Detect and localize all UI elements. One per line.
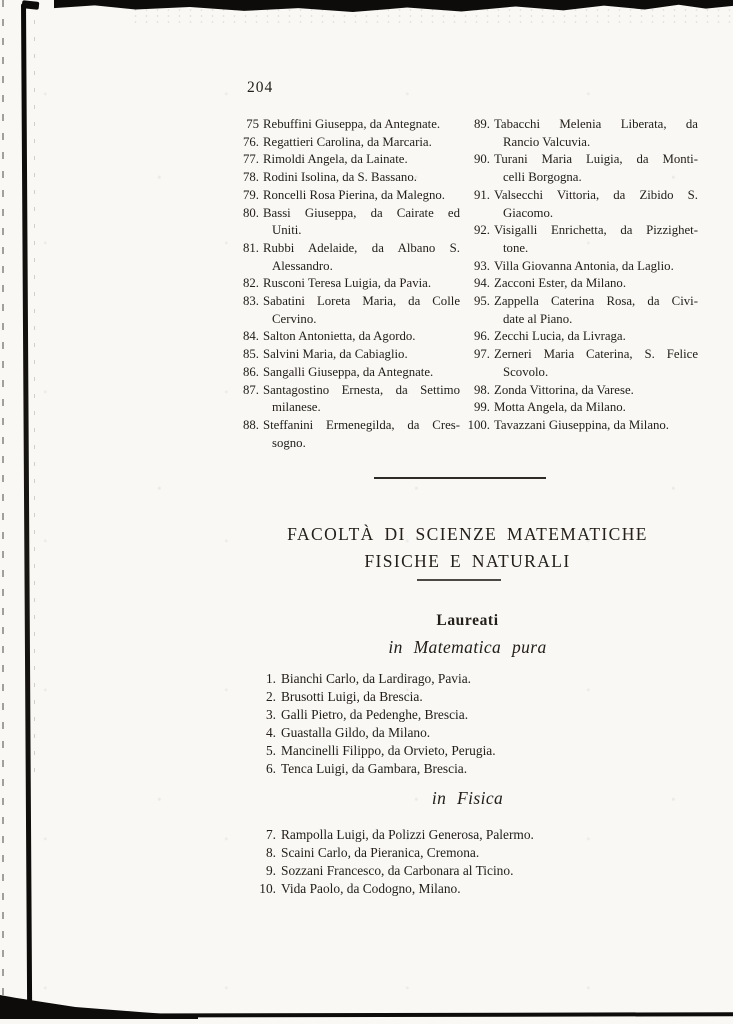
list-entry <box>238 417 460 452</box>
entry-text-line: Rebuffini Giuseppa, da Antegnate. <box>263 117 441 131</box>
entry-text <box>281 880 678 898</box>
faculty-title <box>238 521 697 575</box>
entry-text-line: Steffanini Ermenegilda, da Cres- <box>263 417 460 432</box>
entry-number: 91. <box>474 187 490 202</box>
entry-text-line: Salvini Maria, da Cabiaglio. <box>263 347 408 362</box>
entry-number: 77. <box>243 152 259 167</box>
list-entry <box>238 116 460 134</box>
entry-text-line: Zecchi Lucia, da Livraga. <box>494 329 626 344</box>
entry-text <box>494 417 698 435</box>
entry-text-line: sogno. <box>272 435 306 450</box>
list-entry <box>238 880 678 898</box>
entry-text <box>263 187 460 205</box>
entry-number: 8. <box>265 845 276 860</box>
entry-text <box>263 346 460 364</box>
entry-text <box>263 134 460 152</box>
entry-text-line: Regattieri Carolina, da Marcaria. <box>263 134 432 149</box>
entry-number: 76. <box>243 134 259 149</box>
entry-text-line: Brusotti Luigi, da Brescia. <box>281 689 423 704</box>
entry-number: 81. <box>243 240 259 255</box>
list-entry <box>464 151 698 186</box>
entry-text-line: Turani Maria Luigia, da Monti- <box>494 152 698 167</box>
entry-number: 92. <box>474 223 490 238</box>
list-entry <box>238 275 460 293</box>
entry-text-line: Tavazzani Giuseppina, da Milano. <box>494 417 670 432</box>
entry-text <box>494 346 698 381</box>
entry-text <box>263 116 460 134</box>
entry-number: 90. <box>474 152 490 167</box>
entry-number: 84. <box>243 329 259 344</box>
entry-number: 87. <box>243 382 259 397</box>
entry-text-line: Tenca Luigi, da Gambara, Brescia. <box>281 761 468 776</box>
entry-text-line: Motta Angela, da Milano. <box>494 400 626 415</box>
list-entry <box>238 844 678 862</box>
list-entry <box>464 222 698 257</box>
list-entry <box>238 240 460 275</box>
entry-number: 1. <box>265 671 276 686</box>
entry-text <box>281 844 678 862</box>
entry-text-line: Rodini Isolina, da S. Bassano. <box>263 170 417 185</box>
group-heading-fisica: in Fisica <box>431 788 504 808</box>
list-entry <box>464 275 698 293</box>
entry-text-line: celli Borgogna. <box>503 170 582 185</box>
list-entry <box>238 205 460 240</box>
scan-artifact-left-dashes <box>2 0 4 1024</box>
entry-number: 88. <box>243 417 259 432</box>
list-entry <box>464 258 698 276</box>
entry-text-line: Scovolo. <box>503 364 549 379</box>
entry-number: 10. <box>259 881 276 896</box>
list-entry <box>238 382 460 417</box>
entry-text <box>263 417 460 452</box>
entry-text-line: Sozzani Francesco, da Carbonara al Ticino. <box>281 863 514 878</box>
register-column-right <box>464 116 698 452</box>
entry-number: 82. <box>243 276 259 291</box>
entry-number: 80. <box>243 205 259 220</box>
list-entry <box>238 364 460 382</box>
entry-number: 4. <box>265 725 276 740</box>
entry-text-line: Mancinelli Filippo, da Orvieto, Perugia. <box>281 743 496 758</box>
laureati-heading: Laureati <box>436 612 499 629</box>
entry-number: 93. <box>474 258 490 273</box>
entry-text <box>281 706 678 724</box>
entry-text <box>494 399 698 417</box>
list-entry <box>464 417 698 435</box>
list-entry <box>238 151 460 169</box>
list-entry <box>464 399 698 417</box>
scan-artifact-binding-line <box>21 3 32 1007</box>
entry-text-line: Uniti. <box>272 223 302 238</box>
entry-text <box>494 258 698 276</box>
list-entry <box>238 760 678 778</box>
entry-text <box>494 116 698 151</box>
entry-text-line: Roncelli Rosa Pierina, da Malegno. <box>263 187 445 202</box>
entry-text-line: Valsecchi Vittoria, da Zibido S. <box>494 187 698 202</box>
entry-number: 75 <box>246 117 259 131</box>
entry-text <box>263 328 460 346</box>
entry-text-line: Rancio Valcuvia. <box>503 134 591 149</box>
entry-number: 94. <box>474 276 490 291</box>
entry-text-line: Guastalla Gildo, da Milano. <box>281 725 431 740</box>
entry-text-line: milanese. <box>272 400 321 415</box>
list-entry <box>238 346 460 364</box>
entry-text <box>263 205 460 240</box>
entry-text-line: Scaini Carlo, da Pieranica, Cremona. <box>281 845 480 860</box>
entry-number: 86. <box>243 364 259 379</box>
separator-rule-short <box>417 579 501 581</box>
entry-text <box>494 328 698 346</box>
entry-text-line: Alessandro. <box>272 258 333 273</box>
list-entry <box>464 328 698 346</box>
entry-text <box>494 382 698 400</box>
entry-text <box>263 169 460 187</box>
entry-text-line: Salton Antonietta, da Agordo. <box>263 329 416 344</box>
scan-artifact-binding-hook <box>22 0 40 10</box>
list-entry <box>464 293 698 328</box>
entry-text <box>281 724 678 742</box>
entry-number: 6. <box>265 761 276 776</box>
entry-text <box>263 240 460 275</box>
entry-number: 2. <box>265 689 276 704</box>
entry-text <box>494 222 698 257</box>
entry-text-line: Giacomo. <box>503 205 554 220</box>
graduates-list-matematica <box>238 670 678 778</box>
entry-text-line: date al Piano. <box>503 311 573 326</box>
entry-text-line: Rusconi Teresa Luigia, da Pavia. <box>263 276 432 291</box>
list-entry <box>238 134 460 152</box>
entry-text-line: Santagostino Ernesta, da Settimo <box>263 382 460 397</box>
entry-text-line: Zacconi Ester, da Milano. <box>494 276 627 291</box>
entry-text-line: Rampolla Luigi, da Polizzi Generosa, Palermo. <box>281 827 534 842</box>
list-entry <box>238 742 678 760</box>
scan-artifact-left-scratch <box>34 20 35 780</box>
list-entry <box>238 169 460 187</box>
entry-number: 9. <box>265 863 276 878</box>
entry-text-line: Rubbi Adelaide, da Albano S. <box>263 240 460 255</box>
scan-artifact-top-noise <box>130 7 733 25</box>
entry-text-line: Zappella Caterina Rosa, da Civi- <box>494 294 698 309</box>
entry-text <box>263 382 460 417</box>
list-entry <box>238 724 678 742</box>
list-entry <box>238 688 678 706</box>
entry-text-line: Zonda Vittorina, da Varese. <box>494 382 634 397</box>
entry-number: 83. <box>243 294 259 309</box>
list-entry <box>464 187 698 222</box>
entry-text-line: Villa Giovanna Antonia, da Laglio. <box>494 258 674 273</box>
list-entry <box>238 826 678 844</box>
entry-text <box>263 293 460 328</box>
entry-number: 7. <box>265 827 276 842</box>
entry-number: 78. <box>243 170 259 185</box>
entry-text <box>281 826 678 844</box>
graduates-list-fisica <box>238 826 678 898</box>
entry-text <box>281 862 678 880</box>
entry-number: 98. <box>474 382 490 397</box>
list-entry <box>238 862 678 880</box>
entry-text <box>281 688 678 706</box>
entry-number: 85. <box>243 347 259 362</box>
entry-text-line: Cervino. <box>272 311 317 326</box>
entry-number: 5. <box>265 743 276 758</box>
group-heading-matematica-pura: in Matematica pura <box>388 637 547 657</box>
entry-number: 97. <box>474 347 490 362</box>
entry-text-line: Galli Pietro, da Pedenghe, Brescia. <box>281 707 469 722</box>
graduates-register <box>238 116 698 452</box>
faculty-title-line2: FISICHE E NATURALI <box>364 551 571 571</box>
entry-text <box>263 151 460 169</box>
list-entry <box>238 187 460 205</box>
entry-text-line: Visigalli Enrichetta, da Pizzighet- <box>494 223 698 238</box>
entry-text <box>494 187 698 222</box>
entry-number: 96. <box>474 329 490 344</box>
entry-text-line: Vida Paolo, da Codogno, Milano. <box>281 881 461 896</box>
entry-text <box>263 364 460 382</box>
entry-number: 100. <box>467 417 490 432</box>
faculty-title-line1: FACOLTÀ DI SCIENZE MATEMATICHE <box>287 524 648 544</box>
entry-text <box>494 293 698 328</box>
entry-text-line: Sabatini Loreta Maria, da Colle <box>263 294 460 309</box>
entry-text <box>281 760 678 778</box>
list-entry <box>238 706 678 724</box>
entry-text-line: Bianchi Carlo, da Lardirago, Pavia. <box>281 671 472 686</box>
entry-text-line: Rimoldi Angela, da Lainate. <box>263 152 408 167</box>
page-number: 204 <box>247 79 274 96</box>
entry-text <box>494 275 698 293</box>
entry-text-line: tone. <box>503 240 529 255</box>
list-entry <box>464 116 698 151</box>
entry-number: 3. <box>265 707 276 722</box>
entry-text <box>494 151 698 186</box>
entry-text-line: Zerneri Maria Caterina, S. Felice <box>494 347 698 362</box>
entry-text <box>281 670 678 688</box>
separator-rule-top <box>374 477 546 479</box>
entry-text <box>263 275 460 293</box>
entry-number: 99. <box>474 400 490 415</box>
entry-text <box>281 742 678 760</box>
entry-text-line: Tabacchi Melenia Liberata, da <box>494 117 698 131</box>
list-entry <box>238 670 678 688</box>
entry-text-line: Bassi Giuseppa, da Cairate ed <box>263 205 460 220</box>
register-column-left <box>238 116 460 452</box>
entry-text-line: Sangalli Giuseppa, da Antegnate. <box>263 364 434 379</box>
entry-number: 95. <box>474 294 490 309</box>
list-entry <box>238 293 460 328</box>
list-entry <box>238 328 460 346</box>
entry-number: 79. <box>243 187 259 202</box>
list-entry <box>464 346 698 381</box>
entry-number: 89. <box>474 117 490 131</box>
list-entry <box>464 382 698 400</box>
